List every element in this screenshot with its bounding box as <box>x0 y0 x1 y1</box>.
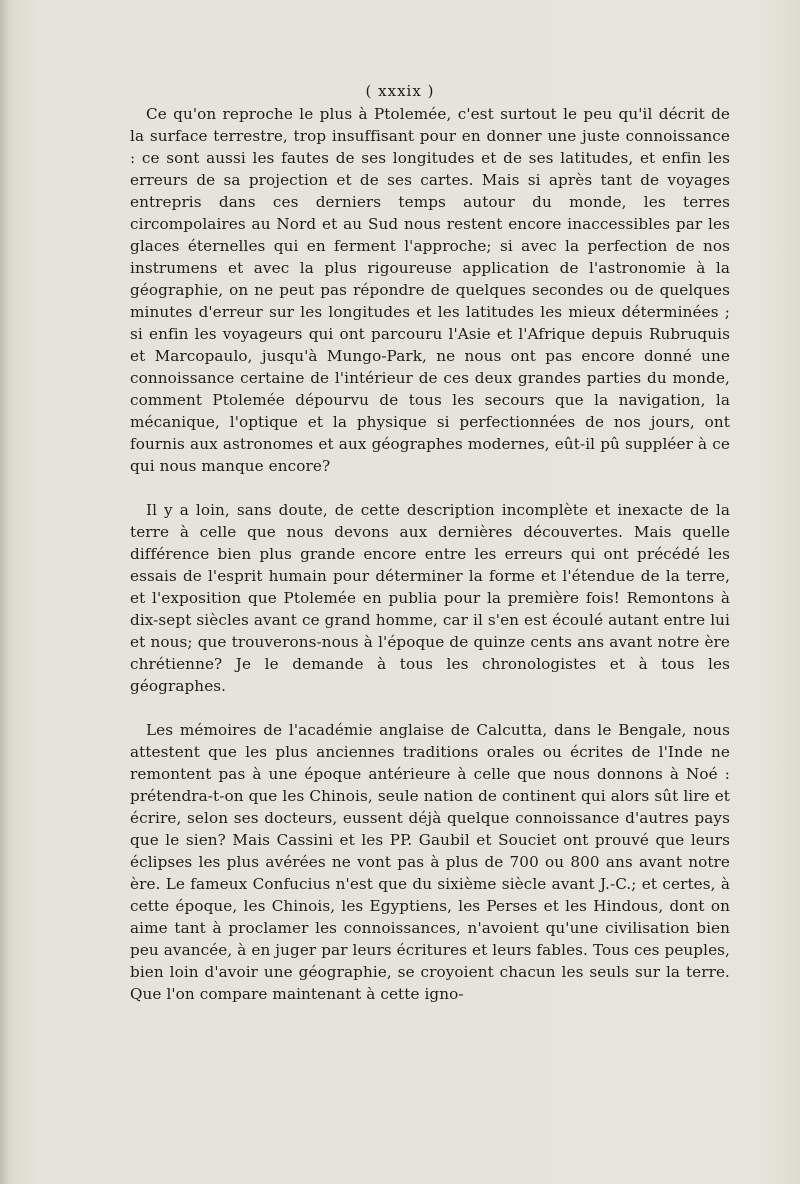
page-fold-shadow <box>0 0 8 1184</box>
paragraph-1: Ce qu'on reproche le plus à Ptolemée, c'est surtout le peu qu'il décrit de la surface terrestre, trop insuffisant pour en donner une juste connoissance : ce sont aussi les fautes de ses longitudes et de ses latitudes, et enfin les erreurs de sa projection et de ses cartes. Mais si après tant de voyages entrepris dans ces derniers temps autour du monde, les terres circompolaires au Nord et au Sud nous restent encore inaccessibles par les glaces éternelles qui en ferment l'approche; si avec la perfection de nos instrumens et avec la plus rigoureuse application de l'astronomie à la géographie, on ne peut pas répondre de quelques secondes ou de quelques minutes d'erreur sur les longitudes et les latitudes les mieux déterminées ; si enfin les voyageurs qui ont parcouru l'Asie et l'Afrique depuis Rubruquis et Marcopaulo, jusqu'à Mungo-Park, ne nous ont pas encore donné une connoissance certaine de l'intérieur de ces deux grandes parties du monde, comment Ptolemée dépourvu de tous les secours que la navigation, la mécanique, l'optique et la physique si perfectionnées de nos jours, ont fournis aux astronomes et aux géographes modernes, eût-il pû suppléer à ce qui nous manque encore? <box>130 105 730 475</box>
paragraph-2: Il y a loin, sans doute, de cette description incomplète et inexacte de la terre à celle que nous devons aux dernières découvertes. Mais quelle différence bien plus grande encore entre les erreurs qui ont précédé les essais de l'esprit humain pour déterminer la forme et l'étendue de la terre, et l'exposition que Ptolemée en publia pour la première fois! Remontons à dix-sept siècles avant ce grand homme, car il s'en est écoulé autant entre lui et nous; que trouverons-nous à l'époque de quinze cents ans avant notre ère chrétienne? Je le demande à tous les chronologistes et à tous les géographes. <box>130 501 730 695</box>
page-number: ( xxxix ) <box>365 82 435 100</box>
body-text <box>130 103 730 1005</box>
paragraph-3: Les mémoires de l'académie anglaise de Calcutta, dans le Bengale, nous attestent que les plus anciennes traditions orales ou écrites de l'Inde ne remontent pas à une époque antérieure à celle que nous donnons à Noé : prétendra-t-on que les Chinois, seule nation de continent qui alors sût lire et écrire, selon ses docteurs, eussent déjà quelque connoissance d'autres pays que le sien? Mais Cassini et les PP. Gaubil et Souciet ont prouvé que leurs éclipses les plus avérées ne vont pas à plus de 700 ou 800 ans avant notre ère. Le fameux Confucius n'est que du sixième siècle avant J.-C.; et certes, à cette époque, les Chinois, les Egyptiens, les Perses et les Hindous, dont on aime tant à proclamer les connoissances, n'avoient qu'une civilisation bien peu avancée, à en juger par leurs écritures et leurs fables. Tous ces peuples, bien loin d'avoir une géographie, se croyoient chacun les seuls sur la terre. Que l'on compare maintenant à cette igno- <box>130 721 730 1003</box>
